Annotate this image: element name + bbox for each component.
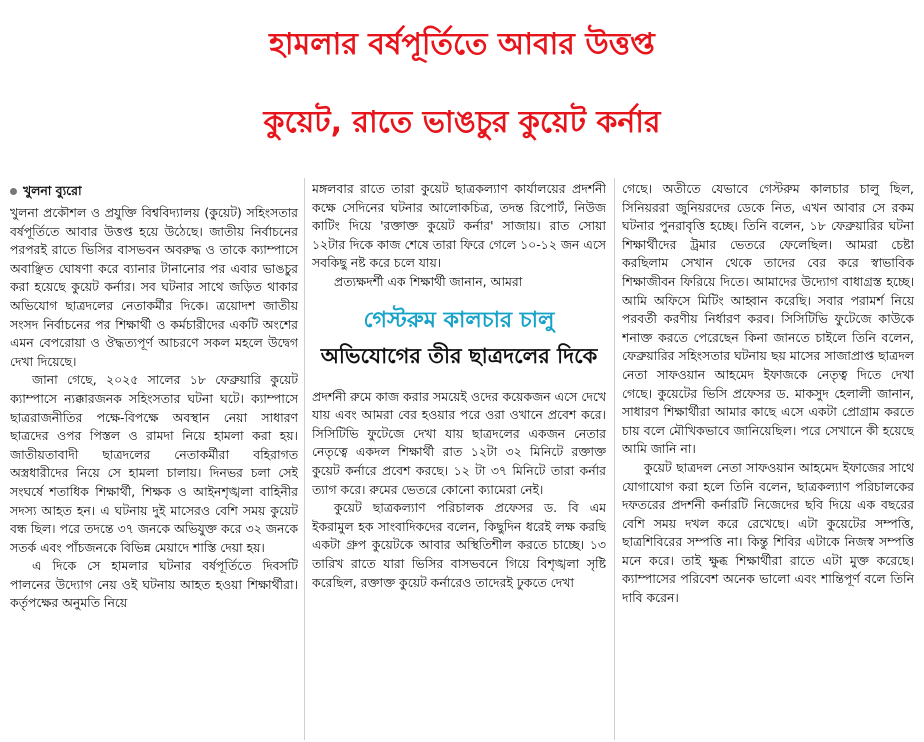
column-divider bbox=[614, 178, 615, 740]
article-column-1 bbox=[10, 180, 298, 740]
article-column-3 bbox=[622, 180, 914, 740]
article-column-2 bbox=[312, 180, 606, 740]
subheading-highlight: গেস্টরুম কালচার চালু bbox=[363, 307, 555, 333]
paragraph: কুয়েট ছাত্রদল নেতা সাফওয়ান আহমেদ ইফাজের সাথে যোগাযোগ করা হলে তিনি বলেন, ছাত্রকল্যাণ পরিচালকের দফতরের প্রদর্শনী কর্নারটি নিজেদের ছবি দিয়ে এক বছরের বেশি সময় দখল করে রেখেছে। এটা কুয়েটের সম্পত্তি, ছাত্রশিবিরের সম্পত্তি না। কিন্তু শিবির এটাকে নিজস্ব সম্পত্তি মনে করে। তাই ক্ষুব্ধ শিক্ষার্থীরা রাতে এটা মুক্ত করেছে। ক্যাম্পাসের পরিবেশ অনেক ভালো এবং শান্তিপূর্ণ বলে তিনি দাবি করেন। bbox=[622, 459, 914, 606]
paragraph: গেছে। অতীতে যেভাবে গেস্টরুম কালচার চালু ছিল, সিনিয়ররা জুনিয়রদের ডেকে নিত, এখন আবার সে রকম ঘটনার পুনরাবৃত্তি হচ্ছে। তিনি বলেন, ১৮ ফেব্রুয়ারির ঘটনা শিক্ষার্থীদের ট্রমার ভেতরে ফেলেছিল। আমরা চেষ্টা করছিলাম সেখান থেকে তাদের বের করে স্বাভাবিক শিক্ষাজীবন ফিরিয়ে দিতে। আমাদের উদ্যোগ বাধাগ্রস্ত হচ্ছে। আমি অফিসে মিটিং আহ্বান করেছি। সবার পরামর্শ নিয়ে পরবর্তী করণীয় নির্ধারণ করব। সিসিটিভি ফুটেজে কাউকে শনাক্ত করতে পেরেছেন কিনা জানতে চাইলে তিনি বলেন, ফেব্রুয়ারির সহিংসতার ঘটনায় ছয় মাসের সাজাপ্রাপ্ত ছাত্রদল নেতা সাফওয়ান আহমেদ ইফাজকে নেতৃত্ব দিতে দেখা গেছে। কুয়েটের ভিসি প্রফেসর ড. মাকসুদ হেলালী জানান, সাধারণ শিক্ষার্থীরা আমার কাছে এসে একটা প্রোগ্রাম করতে চায় বলে মৌখিকভাবে জানিয়েছিল। পরে সেখানে কী হয়েছে আমি জানি না। bbox=[622, 181, 914, 457]
paragraph: খুলনা প্রকৌশল ও প্রযুক্তি বিশ্ববিদ্যালয় (কুয়েট) সহিংসতার বর্ষপূর্তিতে আবার উত্তপ্ত হয়ে উঠেছে। জাতীয় নির্বাচনের পরপরই রাতে ভিসির বাসভবন অবরুদ্ধ ও তাকে ক্যাম্পাসে অবাঞ্ছিত ঘোষণা করে ব্যানার টানানোর পর এবার ভাঙচুর করা হয়েছে কুয়েট কর্নার। সব ঘটনার সাথে জড়িত থাকার অভিযোগ ছাত্রদলের নেতাকর্মীর দিকে। ত্রয়োদশ জাতীয় সংসদ নির্বাচনের পর শিক্ষার্থী ও কর্মচারীদের একটি অংশের এমন বেপরোয়া ও ঔদ্ধত্যপূর্ণ আচরণে সকল মহলে উদ্বেগ দেখা দিয়েছে। bbox=[10, 205, 298, 369]
paragraph: প্রত্যক্ষদর্শী এক শিক্ষার্থী জানান, আমরা bbox=[334, 273, 523, 289]
paragraph: মঙ্গলবার রাতে তারা কুয়েট ছাত্রকল্যাণ কার্যালয়ের প্রদর্শনী কক্ষে সেদিনের ঘটনার আলোকচিত্র, তদন্ত রিপোর্ট, নিউজ কাটিং দিয়ে 'রক্তাক্ত কুয়েট কর্নার' সাজায়। রাত সোয়া ১২টার দিকে কাজ শেষে তারা ফিরে গেলে ১০-১২ জন এসে সবকিছু নষ্ট করে চলে যায়। bbox=[312, 181, 606, 271]
byline bbox=[10, 180, 298, 202]
byline-text: খুলনা ব্যুরো bbox=[23, 183, 82, 198]
bullet-icon bbox=[10, 188, 17, 195]
paragraph: প্রদর্শনী রুমে কাজ করার সময়েই ওদের কয়েকজন এসে দেখে যায় এবং আমরা বের হওয়ার পরে ওরা ওখানে প্রবেশ করে। সিসিটিভি ফুটেজে দেখা যায় ছাত্রদলের একজন নেতার নেতৃত্বে একদল শিক্ষার্থী রাত ১২টা ৩২ মিনিটে রক্তাক্ত কুয়েট কর্নারে প্রবেশ করছে। ১২ টা ৩৭ মিনিটে তারা কর্নার ত্যাগ করে। রুমের ভেতরে কোনো ক্যামেরা নেই। bbox=[312, 388, 606, 497]
headline-line-1: হামলার বর্ষপূর্তিতে আবার উত্তপ্ত bbox=[269, 27, 655, 62]
headline-line-2: কুয়েট, রাতে ভাঙচুর কুয়েট কর্নার bbox=[263, 105, 661, 140]
column-divider bbox=[304, 178, 305, 740]
paragraph: এ দিকে সে হামলার ঘটনার বর্ষপূর্তিতে দিবসটি পালনের উদ্যোগ নেয় ওই ঘটনায় আহত হওয়া শিক্ষার্থীরা। কর্তৃপক্ষের অনুমতি নিয়ে bbox=[10, 558, 298, 611]
subheading: অভিযোগের তীর ছাত্রদলের দিকে bbox=[320, 343, 598, 368]
paragraph: জানা গেছে, ২০২৫ সালের ১৮ ফেব্রুয়ারি কুয়েট ক্যাম্পাসে ন্যক্কারজনক সহিংসতার ঘটনা ঘটে। ক্যাম্পাসে ছাত্ররাজনীতির পক্ষে-বিপক্ষে অবস্থান নেয়া সাধারণ ছাত্রদের ওপর পিস্তল ও রামদা নিয়ে হামলা করা হয়। জাতীয়তাবাদী ছাত্রদলের নেতাকর্মীরা বহিরাগত অস্ত্রধারীদের নিয়ে সে হামলা চালায়। দিনভর চলা সেই সংঘর্ষে শতাধিক শিক্ষার্থী, শিক্ষক ও আইনশৃঙ্খলা বাহিনীর সদস্য আহত হন। এ ঘটনায় দুই মাসেরও বেশি সময় কুয়েট বন্ধ ছিল। পরে তদন্তে ৩৭ জনকে অভিযুক্ত করে ৩২ জনকে সতর্ক এবং পাঁচজনকে বিভিন্ন মেয়াদে শাস্তি দেয়া হয়। bbox=[10, 372, 298, 555]
paragraph: কুয়েট ছাত্রকল্যাণ পরিচালক প্রফেসর ড. বি এম ইকরামুল হক সাংবাদিকদের বলেন, কিছুদিন ধরেই লক্ষ করছি একটা গ্রুপ কুয়েটকে আবার অস্থিতিশীল করতে চাচ্ছে। ১৩ তারিখ রাতে যারা ভিসির বাসভবনে গিয়ে বিশৃঙ্খলা সৃষ্টি করেছিল, রক্তাক্ত কুয়েট কর্নারেও তাদেরই ঢুকতে দেখা bbox=[312, 500, 606, 590]
